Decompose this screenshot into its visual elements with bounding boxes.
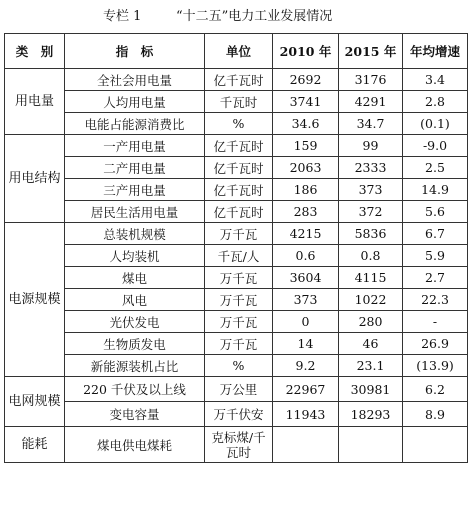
caption-number: 专栏 1	[103, 9, 142, 24]
table-row	[5, 91, 468, 113]
indicator-cell: 电能占能源消费比	[65, 113, 205, 135]
growth-cell: 26.9	[403, 333, 468, 355]
category-cell: 用电量	[5, 69, 65, 135]
indicator-cell: 风电	[65, 289, 205, 311]
growth-cell: 2.5	[403, 157, 468, 179]
value-2010-cell: 9.2	[273, 355, 339, 377]
indicator-cell: 人均装机	[65, 245, 205, 267]
table-row	[5, 113, 468, 135]
table-row	[5, 427, 468, 463]
value-2015-cell: 1022	[339, 289, 403, 311]
table-row	[5, 179, 468, 201]
growth-cell: 3.4	[403, 69, 468, 91]
indicator-cell: 居民生活用电量	[65, 201, 205, 223]
value-2015-cell: 30981	[339, 377, 403, 402]
header-category: 类 别	[5, 34, 65, 69]
unit-cell: 万千瓦	[205, 223, 273, 245]
indicator-cell: 一产用电量	[65, 135, 205, 157]
table-row	[5, 289, 468, 311]
value-2010-cell: 4215	[273, 223, 339, 245]
unit-cell: 亿千瓦时	[205, 135, 273, 157]
value-2010-cell: 159	[273, 135, 339, 157]
header-2015: 2015 年	[339, 34, 403, 69]
unit-cell: 亿千瓦时	[205, 69, 273, 91]
header-unit: 单位	[205, 34, 273, 69]
value-2015-cell: 3176	[339, 69, 403, 91]
table-row	[5, 157, 468, 179]
value-2010-cell: 0.6	[273, 245, 339, 267]
value-2015-cell: 46	[339, 333, 403, 355]
growth-cell: 2.7	[403, 267, 468, 289]
value-2015-cell: 23.1	[339, 355, 403, 377]
value-2010-cell: 373	[273, 289, 339, 311]
category-cell: 电源规模	[5, 223, 65, 377]
indicator-cell: 生物质发电	[65, 333, 205, 355]
growth-cell	[403, 427, 468, 463]
table-row	[5, 333, 468, 355]
unit-cell: 千瓦/人	[205, 245, 273, 267]
indicator-cell: 220 千伏及以上线	[65, 377, 205, 402]
value-2010-cell: 186	[273, 179, 339, 201]
value-2015-cell: 373	[339, 179, 403, 201]
category-cell: 用电结构	[5, 135, 65, 223]
value-2015-cell: 4291	[339, 91, 403, 113]
value-2010-cell: 22967	[273, 377, 339, 402]
unit-cell: 亿千瓦时	[205, 201, 273, 223]
growth-cell: 14.9	[403, 179, 468, 201]
value-2010-cell: 2692	[273, 69, 339, 91]
unit-cell: 万千瓦	[205, 333, 273, 355]
growth-cell: 2.8	[403, 91, 468, 113]
growth-cell: -	[403, 311, 468, 333]
indicator-cell: 全社会用电量	[65, 69, 205, 91]
value-2015-cell: 34.7	[339, 113, 403, 135]
indicator-cell: 二产用电量	[65, 157, 205, 179]
value-2015-cell: 99	[339, 135, 403, 157]
growth-cell: 5.6	[403, 201, 468, 223]
header-row	[5, 34, 468, 69]
growth-cell: 6.2	[403, 377, 468, 402]
growth-cell: 5.9	[403, 245, 468, 267]
unit-cell: 万千伏安	[205, 402, 273, 427]
unit-cell: 亿千瓦时	[205, 157, 273, 179]
table-row	[5, 267, 468, 289]
unit-cell: %	[205, 113, 273, 135]
indicator-cell: 人均用电量	[65, 91, 205, 113]
growth-cell: (13.9)	[403, 355, 468, 377]
indicator-cell: 三产用电量	[65, 179, 205, 201]
indicator-cell: 新能源装机占比	[65, 355, 205, 377]
value-2010-cell: 2063	[273, 157, 339, 179]
value-2015-cell: 0.8	[339, 245, 403, 267]
value-2015-cell: 5836	[339, 223, 403, 245]
indicator-cell: 总装机规模	[65, 223, 205, 245]
indicator-cell: 煤电	[65, 267, 205, 289]
table-row	[5, 201, 468, 223]
table-row	[5, 69, 468, 91]
value-2010-cell: 3741	[273, 91, 339, 113]
growth-cell: 8.9	[403, 402, 468, 427]
value-2015-cell: 18293	[339, 402, 403, 427]
unit-cell: 万千瓦	[205, 311, 273, 333]
category-cell: 电网规模	[5, 377, 65, 427]
unit-cell: 万千瓦	[205, 289, 273, 311]
table-row	[5, 311, 468, 333]
growth-cell: -9.0	[403, 135, 468, 157]
caption-title: “十二五”电力工业发展情况	[176, 9, 333, 24]
unit-cell: 克标煤/千瓦时	[205, 427, 273, 463]
value-2010-cell: 3604	[273, 267, 339, 289]
value-2015-cell	[339, 427, 403, 463]
value-2015-cell: 4115	[339, 267, 403, 289]
table-row	[5, 355, 468, 377]
unit-cell: %	[205, 355, 273, 377]
unit-cell: 亿千瓦时	[205, 179, 273, 201]
indicator-cell: 变电容量	[65, 402, 205, 427]
table-row	[5, 135, 468, 157]
unit-cell: 万千瓦	[205, 267, 273, 289]
unit-cell: 千瓦时	[205, 91, 273, 113]
indicator-cell: 煤电供电煤耗	[65, 427, 205, 463]
growth-cell: 22.3	[403, 289, 468, 311]
table-caption	[0, 4, 471, 30]
header-2010: 2010 年	[273, 34, 339, 69]
header-indicator: 指 标	[65, 34, 205, 69]
table-row	[5, 245, 468, 267]
value-2010-cell: 283	[273, 201, 339, 223]
value-2010-cell: 0	[273, 311, 339, 333]
value-2010-cell: 14	[273, 333, 339, 355]
table-row	[5, 223, 468, 245]
value-2010-cell: 34.6	[273, 113, 339, 135]
value-2015-cell: 372	[339, 201, 403, 223]
header-growth: 年均增速	[403, 34, 468, 69]
table-row	[5, 377, 468, 402]
value-2015-cell: 2333	[339, 157, 403, 179]
value-2010-cell: 11943	[273, 402, 339, 427]
growth-cell: (0.1)	[403, 113, 468, 135]
growth-cell: 6.7	[403, 223, 468, 245]
indicator-cell: 光伏发电	[65, 311, 205, 333]
power-industry-table	[4, 33, 468, 463]
unit-cell: 万公里	[205, 377, 273, 402]
category-cell: 能耗	[5, 427, 65, 463]
value-2015-cell: 280	[339, 311, 403, 333]
table-row	[5, 402, 468, 427]
value-2010-cell	[273, 427, 339, 463]
